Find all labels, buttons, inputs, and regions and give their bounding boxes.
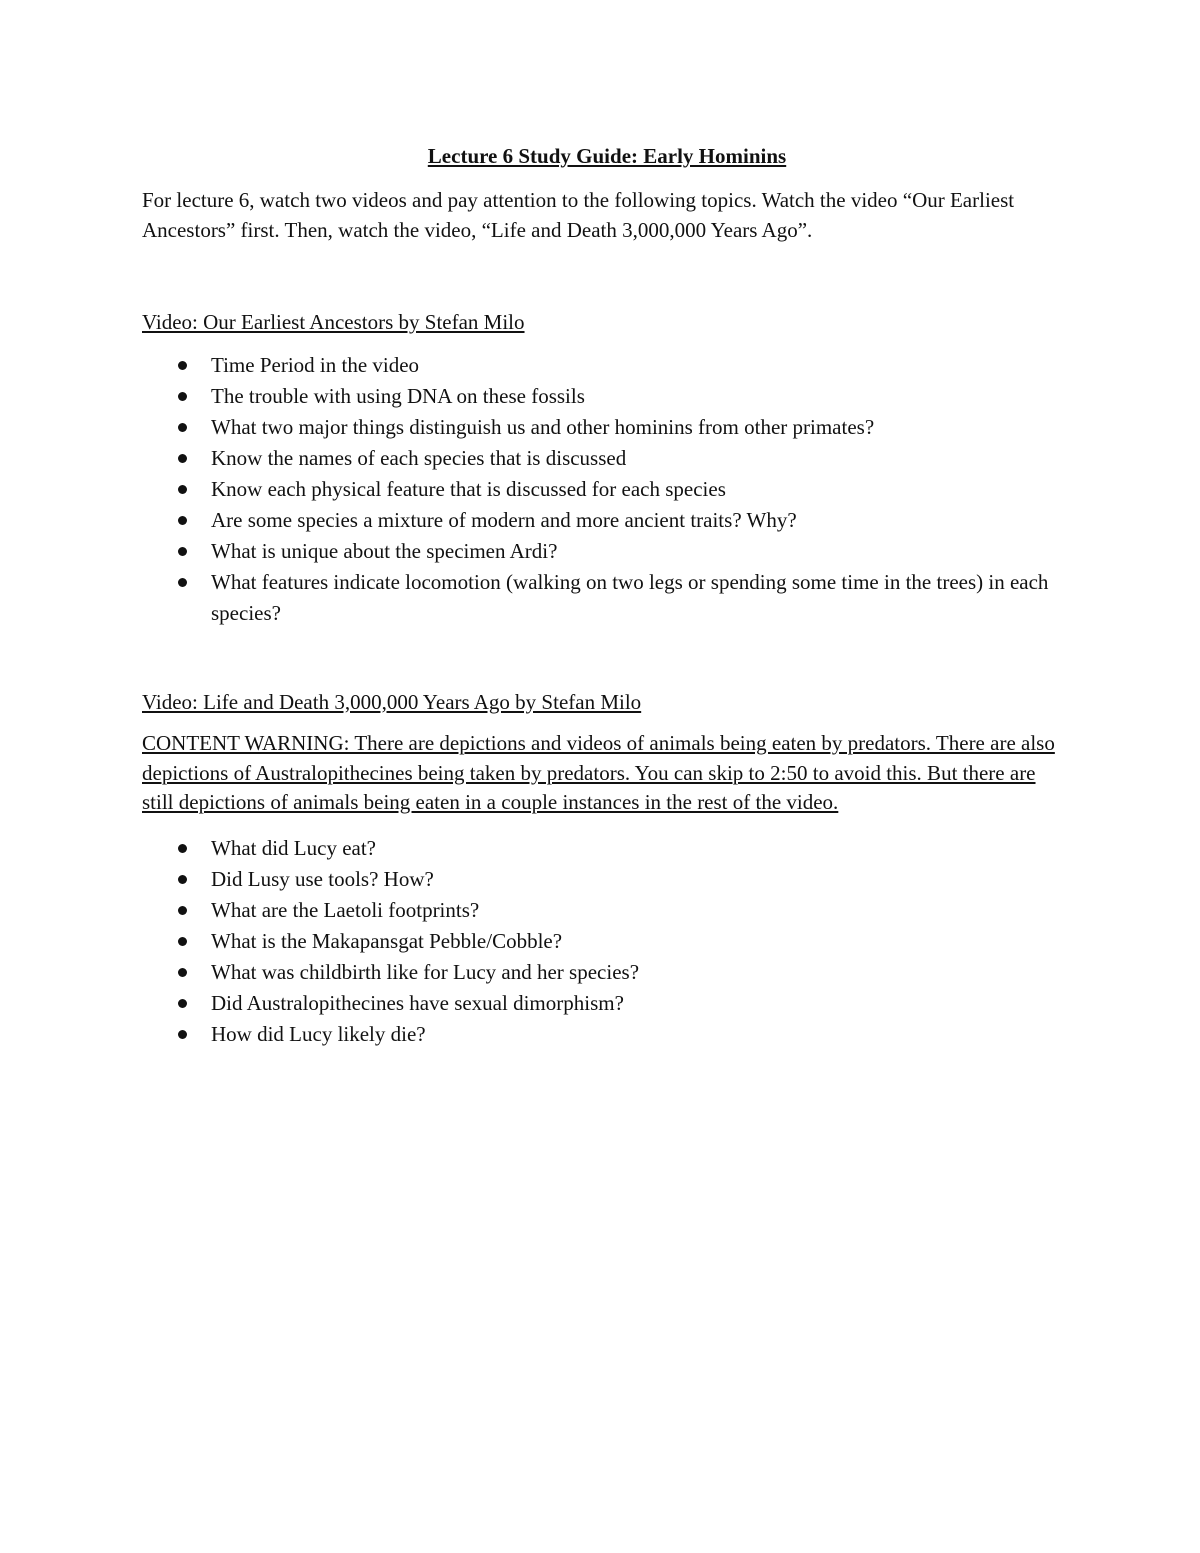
document-title: Lecture 6 Study Guide: Early Hominins: [427, 144, 787, 168]
list-item: What was childbirth like for Lucy and her species?: [142, 957, 1072, 988]
section2-heading: Video: Life and Death 3,000,000 Years Ago by Stefan Milo: [142, 689, 642, 714]
bullet-icon: [178, 999, 187, 1008]
list-item: Know the names of each species that is discussed: [142, 443, 1072, 474]
list-item: What did Lucy eat?: [142, 833, 1072, 864]
section1-heading: Video: Our Earliest Ancestors by Stefan Milo: [142, 310, 525, 334]
bullet-icon: [178, 454, 187, 463]
list-item: What two major things distinguish us and other hominins from other primates?: [142, 412, 1072, 443]
list-item: What features indicate locomotion (walking on two legs or spending some time in the trees) in each species?: [142, 567, 1072, 629]
list-item: What is the Makapansgat Pebble/Cobble?: [142, 926, 1072, 957]
bullet-icon: [178, 516, 187, 525]
bullet-icon: [178, 423, 187, 432]
list-item: Know each physical feature that is discussed for each species: [142, 474, 1072, 505]
list-item: Did Australopithecines have sexual dimorphism?: [142, 988, 1072, 1019]
bullet-icon: [178, 361, 187, 370]
section1-topic-list: [142, 350, 1072, 629]
list-item: Are some species a mixture of modern and more ancient traits? Why?: [142, 505, 1072, 536]
bullet-icon: [178, 844, 187, 853]
bullet-icon: [178, 968, 187, 977]
section2-topic-list: [142, 833, 1072, 1050]
content-warning: CONTENT WARNING: There are depictions and videos of animals being eaten by predators. There are also depictions of Australopithecines being taken by predators. You can skip to 2:50 to avoid this. But there are still depictions of animals being eaten in a couple instances in the rest of the video.: [142, 731, 1055, 814]
list-item: How did Lucy likely die?: [142, 1019, 1072, 1050]
document-page: [142, 140, 1072, 1050]
list-item: What is unique about the specimen Ardi?: [142, 536, 1072, 567]
intro-paragraph: For lecture 6, watch two videos and pay attention to the following topics. Watch the video “Our Earliest Ancestors” first. Then, watch the video, “Life and Death 3,000,000 Years Ago”.: [142, 188, 1015, 242]
bullet-icon: [178, 578, 187, 587]
bullet-icon: [178, 485, 187, 494]
list-item: What are the Laetoli footprints?: [142, 895, 1072, 926]
bullet-icon: [178, 392, 187, 401]
list-item: Time Period in the video: [142, 350, 1072, 381]
list-item: Did Lusy use tools? How?: [142, 864, 1072, 895]
bullet-icon: [178, 937, 187, 946]
bullet-icon: [178, 547, 187, 556]
bullet-icon: [178, 1030, 187, 1039]
bullet-icon: [178, 875, 187, 884]
bullet-icon: [178, 906, 187, 915]
list-item: The trouble with using DNA on these fossils: [142, 381, 1072, 412]
